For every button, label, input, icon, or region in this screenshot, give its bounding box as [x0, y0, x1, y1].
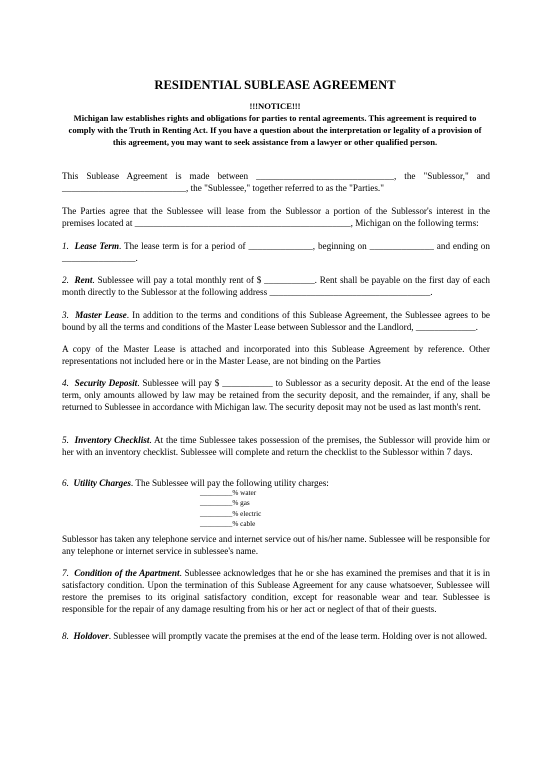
section-heading: Condition of the Apartment — [74, 568, 180, 578]
document-title: RESIDENTIAL SUBLEASE AGREEMENT — [154, 78, 396, 92]
section-number: 6. — [62, 478, 69, 488]
section-number: 3. — [62, 310, 69, 320]
utility-gas: _________% gas — [200, 499, 250, 508]
section-condition: 7. Condition of the Apartment. Sublessee acknowledges that he or she has examined the premises and that it is in satisfactory condition. Upon the termination of this Sublease Agreement for any cause whatsoever, Sublessee will restore the premises to its original satisfactory condition, except for reasonable wear and tear. Sublessee is responsible for the repair of any damage resulting from his or her act or neglect of that of their guests. — [62, 568, 490, 614]
section-text: Sublessee will pay a total monthly rent of $ ___________. Rent shall be payable on the first day of each month directly to the Sublessor at the following address ___________________________________. — [62, 275, 490, 297]
parties-agree-text: The Parties agree that the Sublessee will lease from the Sublessor a portion of the Sublessor's interest in the premises located at _______________________________________________, Michigan on the following terms: — [62, 206, 490, 228]
section-inventory-checklist: 5. Inventory Checklist. At the time Sublessee takes possession of the premises, the Sublessor will provide him or her with an inventory checklist. Sublessee will complete and return the checklist to the Sublessor within 7 days. — [62, 435, 490, 457]
section-rent: 2. Rent. Sublessee will pay a total monthly rent of $ ___________. Rent shall be payable on the first day of each month directly to the Sublessor at the following address ___________________________________. — [62, 275, 490, 297]
master-lease-copy-paragraph — [62, 343, 490, 367]
section-heading: Security Deposit — [74, 378, 138, 388]
section-heading: Master Lease — [75, 310, 127, 320]
section-number: 1. — [62, 241, 69, 251]
section-text: Sublessee acknowledges that he or she has examined the premises and that it is in satisfactory condition. Upon the termination of this Sublease Agreement for any cause whatsoever, Sublessee will restore the premises to its original satisfactory condition, except for reasonable wear and tear. Sublessee is responsible for the repair of any damage resulting from his or her act or neglect of that of their guests. — [62, 568, 490, 614]
section-heading: Holdover — [73, 631, 109, 641]
section-master-lease: 3. Master Lease. In addition to the terms and conditions of this Sublease Agreement, the Sublessee agrees to be bound by all the terms and conditions of the Master Lease between Sublessor and the Landlord, _____________. — [62, 310, 491, 332]
section-number: 5. — [62, 435, 69, 445]
section-holdover: 8. Holdover. Sublessee will promptly vacate the premises at the end of the lease term. Holding over is not allowed. — [62, 631, 488, 641]
section-number: 4. — [62, 378, 69, 388]
section-text: The Sublessee will pay the following utility charges: — [135, 478, 329, 488]
section-heading: Inventory Checklist — [74, 435, 150, 445]
section-number: 7. — [62, 568, 69, 578]
section-heading: Rent — [74, 275, 93, 285]
section-text: Sublessee will promptly vacate the premises at the end of the lease term. Holding over is not allowed. — [113, 631, 488, 641]
section-text: At the time Sublessee takes possession of the premises, the Sublessor will provide him or her with an inventory checklist. Sublessee will complete and return the checklist to the Sublessor within 7 days. — [62, 435, 490, 457]
section-lease-term: 1. Lease Term. The lease term is for a period of ______________, beginning on ______________ and ending on ________________. — [62, 241, 490, 263]
utility-water: _________% water — [200, 489, 257, 497]
utility-cable: _________% cable — [200, 519, 256, 528]
section-text: The lease term is for a period of ______________, beginning on ______________ and ending on ________________. — [62, 241, 490, 263]
section-text: In addition to the terms and conditions of this Sublease Agreement, the Sublessee agrees to be bound by all the terms and conditions of the Master Lease between Sublessor and the Landlord, _____________. — [62, 310, 491, 332]
telephone-note-paragraph — [62, 533, 490, 557]
telephone-note-text: Sublessor has taken any telephone service and internet service out of his/her name. Sublessee will be responsible for any telephone or internet service in sublessee's name. — [62, 534, 490, 556]
utility-list — [200, 488, 261, 529]
intro-text: This Sublease Agreement is made between ______________________________, the "Sublessor," and ___________________________, the "Sublessee," together referred to as the "Parties." — [62, 171, 490, 193]
intro-paragraph — [62, 170, 490, 194]
section-heading: Utility Charges — [73, 478, 131, 488]
section-number: 2. — [62, 275, 69, 285]
section-text: Sublessee will pay $ ___________ to Sublessor as a security deposit. At the end of the lease term, only amounts allowed by law may be retained from the security deposit, and the remainder, if any, shall be returned to Sublessee in accordance with Michigan law. The security deposit may not be used as last month's rent. — [62, 378, 491, 412]
section-utility-charges: 6. Utility Charges. The Sublessee will pay the following utility charges: — [62, 478, 329, 488]
notice-heading: !!!NOTICE!!! — [249, 101, 301, 111]
master-lease-copy-text: A copy of the Master Lease is attached and incorporated into this Sublease Agreement by reference. Other representations not included here or in the Master Lease, are not binding on the Parties — [62, 344, 490, 366]
notice-body: Michigan law establishes rights and obligations for parties to rental agreements. This agreement is required to comply with the Truth in Renting Act. If you have a question about the interpretation or legality of a provision of this agreement, you may want to seek assistance from a lawyer or other qualified person. — [68, 113, 482, 147]
section-security-deposit: 4. Security Deposit. Sublessee will pay $ ___________ to Sublessor as a security deposit. At the end of the lease term, only amounts allowed by law may be retained from the security deposit, and the remainder, if any, shall be returned to Sublessee in accordance with Michigan law. The security deposit may not be used as last month's rent. — [62, 378, 491, 412]
section-heading: Lease Term — [74, 241, 119, 251]
section-number: 8. — [62, 631, 69, 641]
utility-electric: _________% electric — [200, 509, 262, 518]
parties-agree-paragraph — [62, 205, 490, 229]
